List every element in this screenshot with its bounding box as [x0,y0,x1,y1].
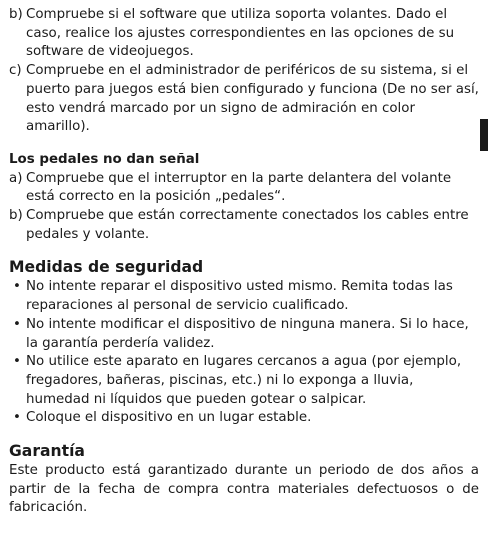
bullet-marker: • [13,354,21,370]
bullet-marker: • [13,410,21,426]
list-item [9,62,479,137]
bullet-item [9,316,479,353]
bullet-item-text: Coloque el dispositivo en un lugar estable. [26,410,312,426]
safety-heading: Medidas de seguridad [9,258,204,277]
bullet-item [9,409,479,428]
bullet-item [9,278,479,315]
list-item-text: Compruebe si el software que utiliza soporta volantes. Dado el caso, realice los ajustes correspondientes en las opciones de su software de videojuegos. [26,7,455,60]
bullet-item-text: No intente reparar el dispositivo usted mismo. Remita todas las reparaciones al personal de servicio cualificado. [26,279,453,314]
bullet-marker: • [13,316,21,332]
list-marker: b) [9,7,23,22]
bullet-marker: • [13,279,21,295]
list-item [9,6,479,62]
list-marker: b) [9,208,23,224]
document-page [9,6,479,518]
page-edge-tab [480,119,488,151]
bullet-item [9,353,479,409]
list-marker: a) [9,170,23,186]
list-item [9,207,479,244]
list-item-text: Compruebe en el administrador de periféricos de su sistema, si el puerto para juegos está bien configurado y funciona (De no ser así, esto vendrá marcado por un signo de admiración en color amarillo). [26,63,479,135]
warranty-heading: Garantía [9,442,85,461]
list-marker: c) [9,63,22,79]
pedals-heading: Los pedales no dan señal [9,151,200,167]
bullet-item-text: No utilice este aparato en lugares cercanos a agua (por ejemplo, fregadores, bañeras, piscinas, etc.) ni lo exponga a lluvia, humedad ni líquidos que pueden gotear o salpicar. [26,354,462,407]
warranty-text: Este producto está garantizado durante un periodo de dos años a partir de la fecha de compra contra materiales defectuosos o de fabricación. [9,463,479,516]
list-item-text: Compruebe que están correctamente conectados los cables entre pedales y volante. [26,208,469,242]
bullet-item-text: No intente modificar el dispositivo de ninguna manera. Si lo hace, la garantía perdería validez. [26,316,469,351]
list-item [9,170,479,207]
list-item-text: Compruebe que el interruptor en la parte delantera del volante está correcto en la posición „pedales“. [26,170,452,205]
